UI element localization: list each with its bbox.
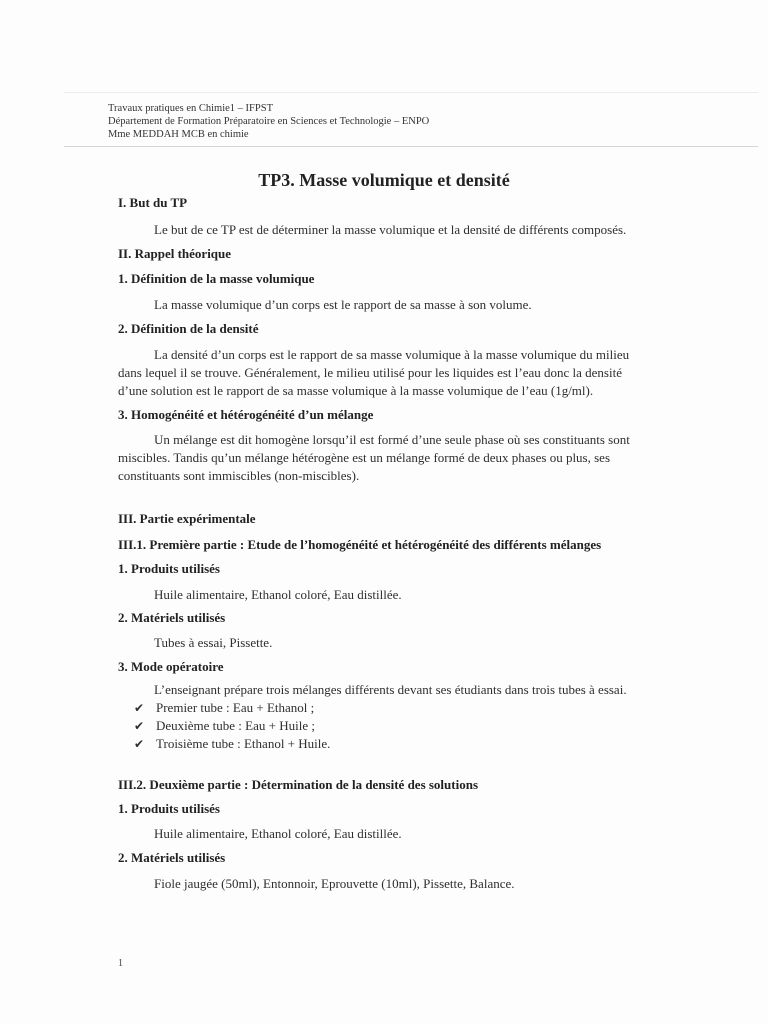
tube-item-2: Deuxième tube : Eau + Huile ; bbox=[156, 718, 315, 733]
text-density-mass: La masse volumique d’un corps est le rapport de sa masse à son volume. bbox=[154, 297, 532, 312]
section-heading-theory: II. Rappel théorique bbox=[118, 246, 232, 261]
subheading-part2: III.2. Deuxième partie : Détermination de la densité des solutions bbox=[118, 777, 479, 792]
subheading-part2-materials: 2. Matériels utilisés bbox=[118, 850, 226, 865]
header-line-department: Département de Formation Préparatoire en Sciences et Technologie – ENPO bbox=[108, 116, 430, 127]
list-item bbox=[134, 717, 714, 735]
page-number: 1 bbox=[118, 958, 123, 969]
subheading-homogeneity: 3. Homogénéité et hétérogénéité d’un mélange bbox=[118, 407, 374, 422]
text-part1-products: Huile alimentaire, Ethanol coloré, Eau distillée. bbox=[154, 587, 402, 602]
checkmark-icon: ✔ bbox=[134, 737, 145, 751]
page-title: TP3. Masse volumique et densité bbox=[258, 170, 510, 190]
tube-item-3: Troisième tube : Ethanol + Huile. bbox=[156, 736, 331, 751]
text-part1-mode: L’enseignant prépare trois mélanges différents devant ses étudiants dans trois tubes à essai. bbox=[154, 682, 627, 697]
section-heading-experimental: III. Partie expérimentale bbox=[118, 511, 256, 526]
text-homogeneity-line3: constituants sont immiscibles (non-miscibles). bbox=[118, 468, 360, 483]
section-text-goal: Le but de ce TP est de déterminer la masse volumique et la densité de différents composés. bbox=[154, 222, 627, 237]
section-heading-goal: I. But du TP bbox=[118, 195, 188, 210]
text-density-line2: dans lequel il se trouve. Généralement, le milieu utilisé pour les liquides est l’eau donc la densité bbox=[118, 365, 622, 380]
header-line-teacher: Mme MEDDAH MCB en chimie bbox=[108, 129, 249, 140]
subheading-part1: III.1. Première partie : Etude de l’homogénéité et hétérogénéité des différents mélanges bbox=[118, 537, 602, 552]
header-line-course: Travaux pratiques en Chimie1 – IFPST bbox=[108, 103, 273, 114]
subheading-density: 2. Définition de la densité bbox=[118, 321, 259, 336]
subheading-part1-mode: 3. Mode opératoire bbox=[118, 659, 224, 674]
list-item bbox=[134, 699, 714, 717]
text-part2-products: Huile alimentaire, Ethanol coloré, Eau distillée. bbox=[154, 826, 402, 841]
list-item bbox=[134, 735, 714, 753]
tube-item-1: Premier tube : Eau + Ethanol ; bbox=[156, 700, 315, 715]
document-header bbox=[108, 102, 429, 141]
top-rule bbox=[64, 92, 758, 93]
header-rule bbox=[64, 146, 758, 147]
text-homogeneity-line1: Un mélange est dit homogène lorsqu’il est formé d’une seule phase où ses constituants sont bbox=[154, 432, 630, 447]
text-part2-materials: Fiole jaugée (50ml), Entonnoir, Eprouvette (10ml), Pissette, Balance. bbox=[154, 876, 515, 891]
subheading-part2-products: 1. Produits utilisés bbox=[118, 801, 220, 816]
checkmark-icon: ✔ bbox=[134, 719, 145, 733]
text-homogeneity-line2: miscibles. Tandis qu’un mélange hétérogène est un mélange formé de deux phases ou plus, ses bbox=[118, 450, 611, 465]
subheading-density-mass: 1. Définition de la masse volumique bbox=[118, 271, 315, 286]
subheading-part1-products: 1. Produits utilisés bbox=[118, 561, 220, 576]
text-density-line1: La densité d’un corps est le rapport de sa masse volumique à la masse volumique du milieu bbox=[154, 347, 630, 362]
subheading-part1-materials: 2. Matériels utilisés bbox=[118, 610, 226, 625]
text-part1-materials: Tubes à essai, Pissette. bbox=[154, 635, 273, 650]
checkmark-icon: ✔ bbox=[134, 701, 145, 715]
text-density-line3: d’une solution est le rapport de sa masse volumique à la masse volumique de l’eau (1g/ml). bbox=[118, 383, 594, 398]
